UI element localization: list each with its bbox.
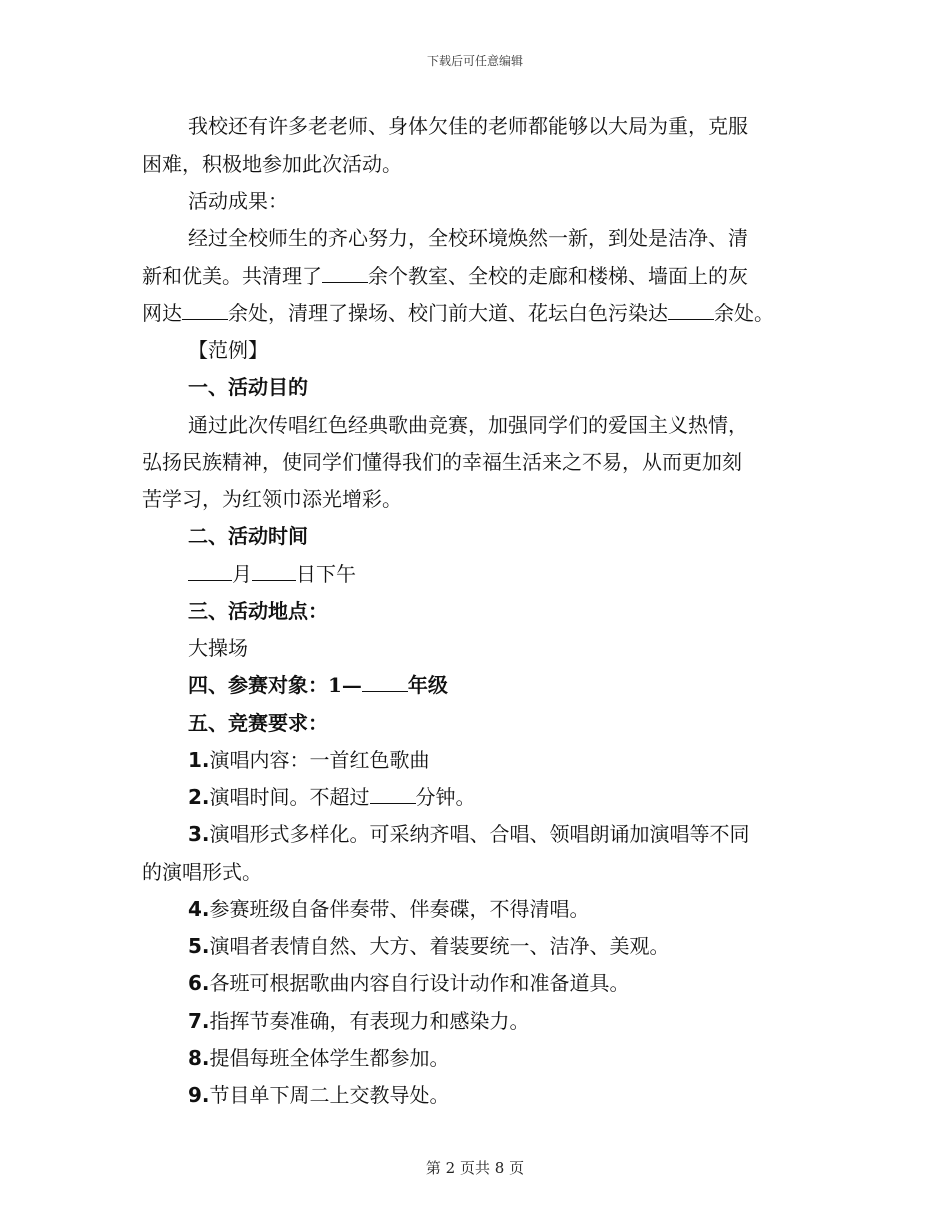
section-title: 三、活动地点： [188, 599, 328, 623]
item-number: 1. [188, 748, 210, 772]
page-header: 下载后可任意编辑 [426, 54, 523, 68]
paragraph-line: 弘扬民族精神，使同学们懂得我们的幸福生活来之不易，从而更加刻 [142, 450, 742, 474]
paragraph-line: 大操场 [188, 636, 248, 660]
text-segment: 余处，清理了操场、校门前大道、花坛白色污染达 [228, 301, 668, 325]
item-text: 演唱形式多样化。可采纳齐唱、合唱、领唱朗诵加演唱等不同 [209, 822, 750, 846]
item-number: 6. [188, 971, 210, 995]
item-number: 2. [188, 785, 210, 809]
item-text: 参赛班级自备伴奏带、伴奏碟，不得清唱。 [209, 897, 590, 921]
paragraph-line [142, 262, 748, 290]
item-text: 演唱者表情自然、大方、着装要统一、洁净、美观。 [209, 934, 670, 958]
fill-blank [322, 262, 368, 283]
requirement-item [188, 1081, 450, 1109]
item-number: 5. [188, 934, 210, 958]
section-title [188, 671, 448, 699]
item-text: 演唱时间。不超过 [209, 785, 370, 809]
requirement-item [188, 895, 590, 923]
text-segment: 余处。 [714, 301, 774, 325]
item-text: 分钟。 [415, 785, 476, 809]
item-text: 节目单下周二上交教导处。 [209, 1083, 450, 1107]
item-number: 3. [188, 822, 210, 846]
paragraph-line: 我校还有许多老老师、身体欠佳的老师都能够以大局为重，克服 [188, 114, 748, 138]
section-title: 二、活动时间 [188, 524, 308, 548]
page-footer: 第 2 页共 8 页 [425, 1159, 525, 1177]
paragraph-line: 经过全校师生的齐心努力，全校环境焕然一新，到处是洁净、清 [188, 226, 748, 250]
requirement-item [188, 1044, 450, 1072]
paragraph-line: 苦学习，为红领巾添光增彩。 [142, 487, 402, 511]
requirement-item [188, 783, 476, 811]
item-number: 4. [188, 897, 210, 921]
text-segment: 四、参赛对象：1— [188, 673, 362, 697]
requirement-item [188, 820, 750, 848]
section-title: 一、活动目的 [188, 375, 308, 399]
paragraph-line: 困难，积极地参加此次活动。 [142, 152, 402, 176]
paragraph-line [188, 560, 356, 588]
fill-blank [362, 671, 408, 692]
item-text: 指挥节奏准确，有表现力和感染力。 [209, 1009, 530, 1033]
text-segment: 余个教室、全校的走廊和楼梯、墙面上的灰 [368, 264, 748, 288]
fill-blank [370, 783, 416, 804]
fill-blank [182, 299, 228, 320]
item-text: 演唱内容：一首红色歌曲 [209, 748, 430, 772]
paragraph-line: 的演唱形式。 [142, 860, 262, 884]
requirement-item [188, 932, 670, 960]
example-label: 【范例】 [188, 338, 268, 362]
text-segment: 网达 [142, 301, 182, 325]
item-number: 9. [188, 1083, 210, 1107]
paragraph-line [142, 299, 774, 327]
requirement-item [188, 969, 630, 997]
item-text: 提倡每班全体学生都参加。 [209, 1046, 450, 1070]
text-segment: 新和优美。共清理了 [142, 264, 322, 288]
requirement-item [188, 1007, 530, 1035]
fill-blank [668, 299, 714, 320]
section-heading: 活动成果： [188, 189, 288, 213]
paragraph-line: 通过此次传唱红色经典歌曲竞赛，加强同学们的爱国主义热情， [188, 413, 748, 437]
requirement-item [188, 746, 430, 774]
item-number: 8. [188, 1046, 210, 1070]
text-segment: 年级 [407, 673, 448, 697]
fill-blank [252, 560, 296, 581]
text-segment: 日下午 [296, 562, 356, 586]
item-text: 各班可根据歌曲内容自行设计动作和准备道具。 [209, 971, 630, 995]
item-number: 7. [188, 1009, 210, 1033]
section-title: 五、竞赛要求： [188, 711, 328, 735]
fill-blank [188, 560, 232, 581]
text-segment: 月 [232, 562, 252, 586]
